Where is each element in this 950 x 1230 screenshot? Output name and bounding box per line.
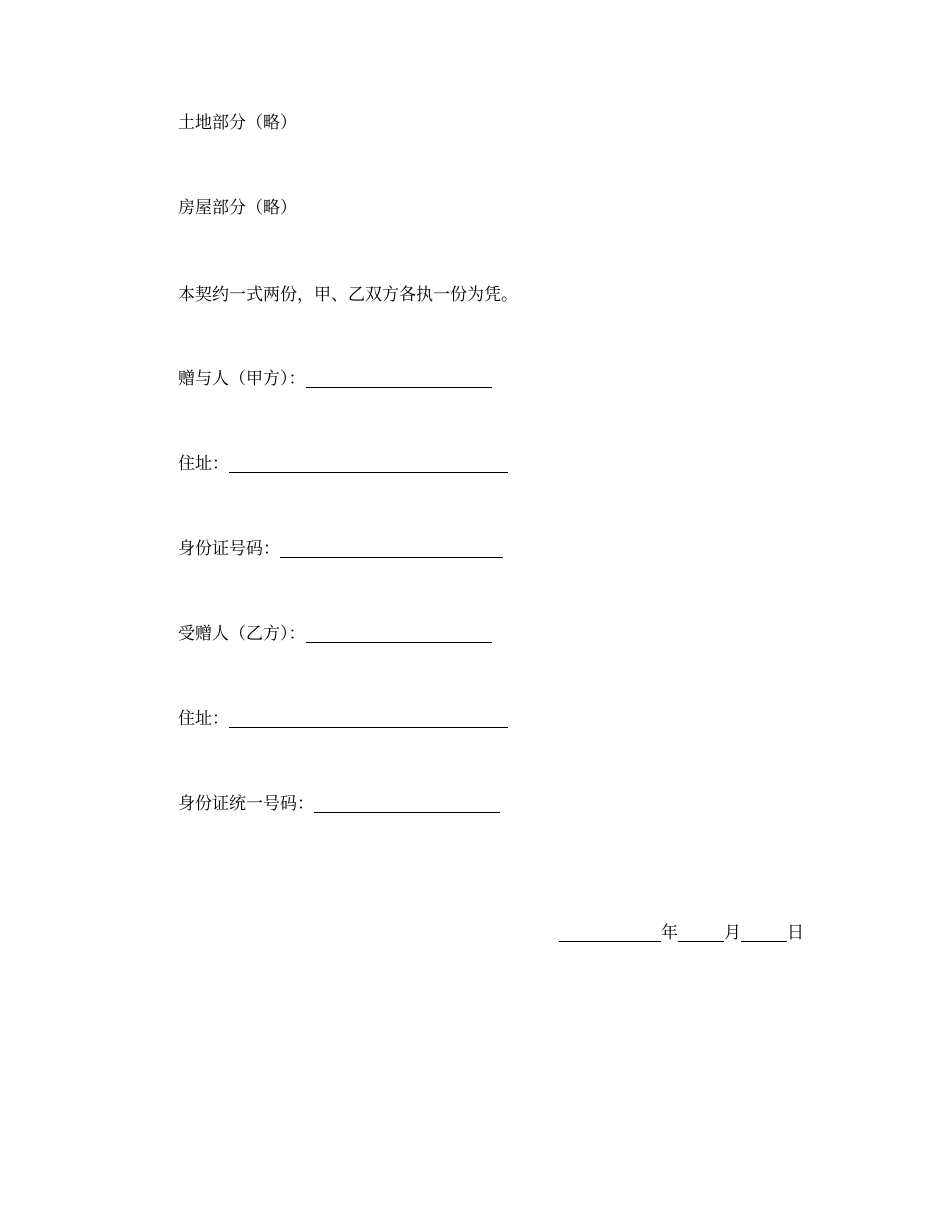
- donor-name-blank[interactable]: [306, 369, 492, 388]
- year-blank[interactable]: [559, 923, 661, 942]
- donor-address-blank[interactable]: [229, 454, 508, 473]
- donor-label: 赠与人（甲方）：: [178, 369, 306, 389]
- donee-line: [178, 623, 492, 645]
- house-section-line: [178, 197, 297, 219]
- donee-id-label: 身份证统一号码：: [178, 794, 314, 814]
- house-section-text: 房屋部分（略）: [178, 198, 297, 218]
- donee-address-label: 住址：: [178, 709, 229, 729]
- donee-name-blank[interactable]: [306, 624, 492, 643]
- day-blank[interactable]: [741, 923, 787, 942]
- date-line: [559, 922, 804, 944]
- donee-id-blank[interactable]: [314, 794, 500, 813]
- day-label: 日: [787, 923, 804, 943]
- donor-address-line: [178, 453, 508, 475]
- donor-id-line: [178, 538, 503, 560]
- donee-label: 受赠人（乙方）：: [178, 624, 306, 644]
- donee-address-blank[interactable]: [229, 709, 508, 728]
- year-label: 年: [661, 923, 678, 943]
- donee-id-line: [178, 793, 500, 815]
- land-section-line: [178, 112, 297, 134]
- copies-clause-line: [178, 284, 518, 306]
- land-section-text: 土地部分（略）: [178, 113, 297, 133]
- donee-address-line: [178, 708, 508, 730]
- donor-line: [178, 368, 492, 390]
- donor-id-label: 身份证号码：: [178, 539, 280, 559]
- month-blank[interactable]: [678, 923, 724, 942]
- month-label: 月: [724, 923, 741, 943]
- donor-address-label: 住址：: [178, 454, 229, 474]
- copies-clause-text: 本契约一式两份，甲、乙双方各执一份为凭。: [178, 285, 518, 305]
- donor-id-blank[interactable]: [280, 539, 503, 558]
